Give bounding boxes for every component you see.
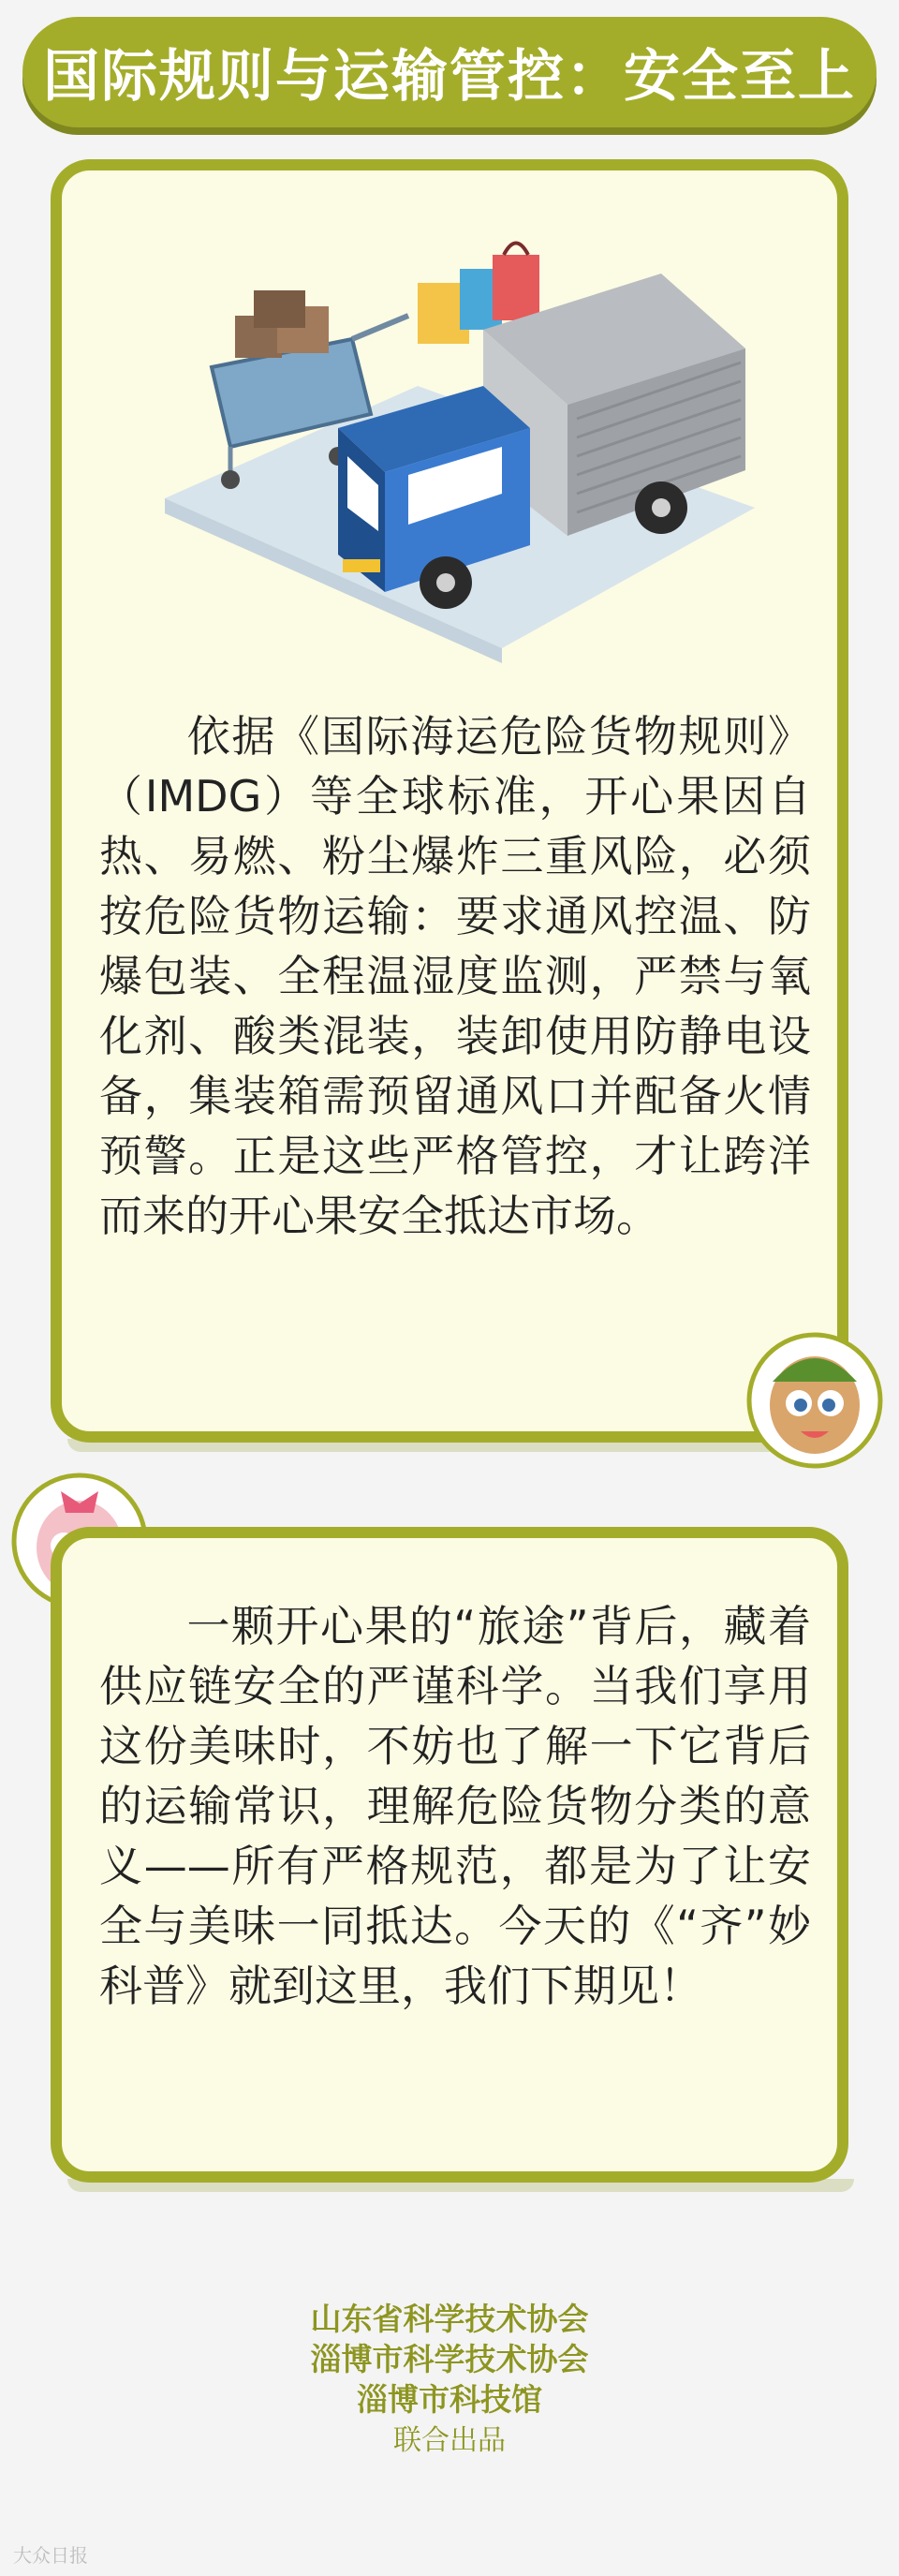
watermark: 大众日报 [13,2544,88,2567]
conclusion-paragraph: 一颗开心果的“旅途”背后，藏着供应链安全的严谨科学。当我们享用这份美味时，不妨也了解一下它背后的运输常识，理解危险货物分类的意义——所有严格规范，都是为了让安全与美味一同抵达。今天的《“齐”妙科普》就到这里，我们下期见！ [99,1601,811,2011]
org-zibo-association: 淄博市科学技术协会 [310,2341,589,2377]
page-title: 国际规则与运输管控：安全至上 [43,44,856,110]
truck-illustration [137,227,774,667]
title-banner [22,17,877,127]
joint-production-label: 联合出品 [393,2424,506,2457]
boy-pistachio-mascot-icon [744,1330,885,1471]
rules-card [51,159,848,1443]
org-zibo-museum: 淄博市科技馆 [357,2381,542,2418]
org-shandong: 山东省科学技术协会 [310,2301,589,2337]
conclusion-card [51,1527,848,2183]
rules-paragraph: 依据《国际海运危险货物规则》（IMDG）等全球标准，开心果因自热、易燃、粉尘爆炸三重风险，必须按危险货物运输：要求通风控温、防爆包装、全程温湿度监测，严禁与氧化剂、酸类混装，装卸使用防静电设备，集装箱需预留通风口并配备火情预警。正是这些严格管控，才让跨洋而来的开心果安全抵达市场。 [99,711,811,1241]
